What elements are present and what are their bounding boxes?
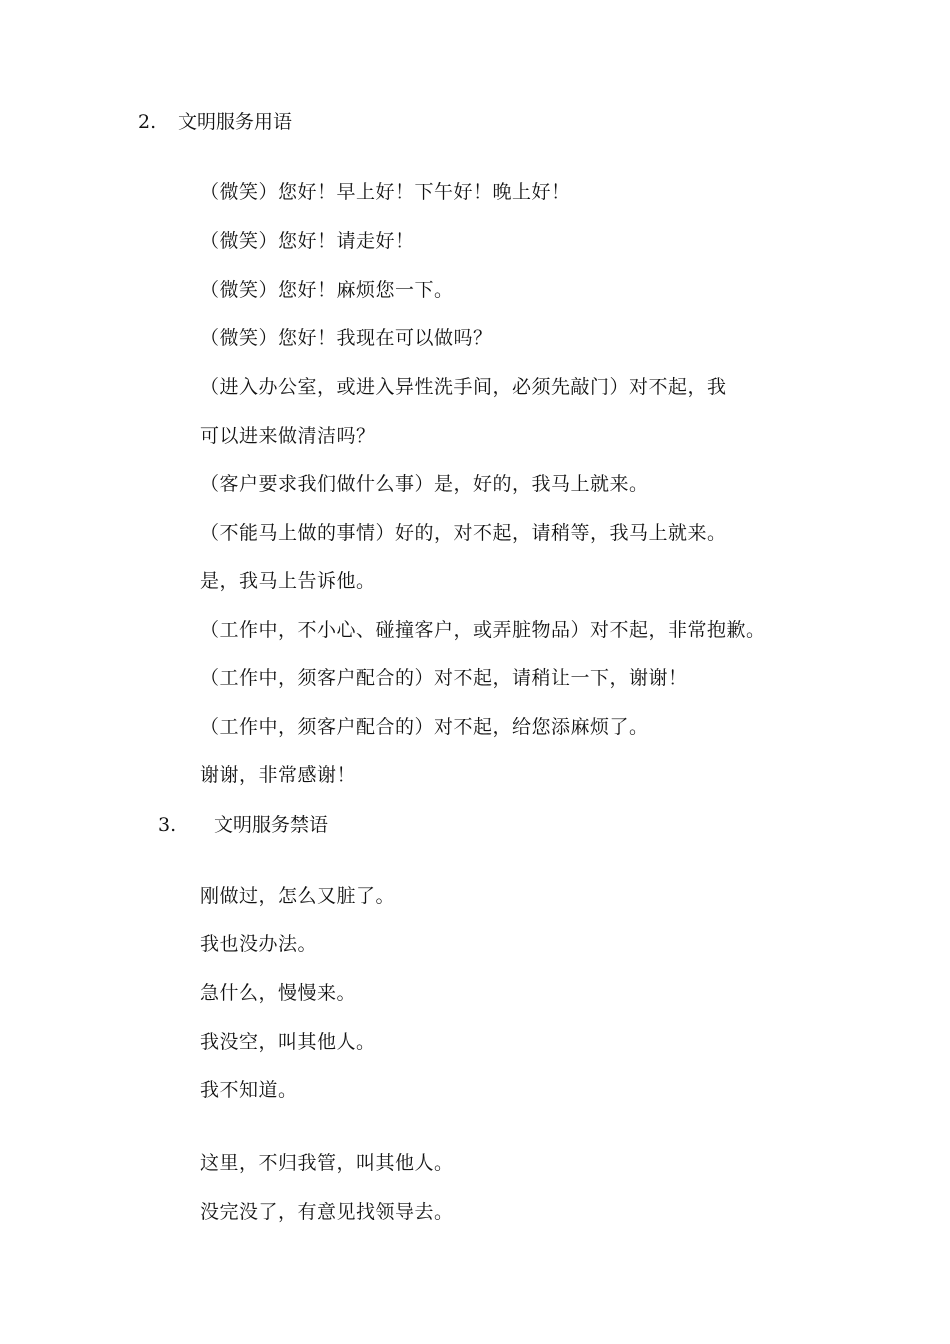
section-3-heading (158, 813, 328, 837)
phrase-line: （微笑）您好！麻烦您一下。 (200, 279, 454, 301)
phrase-line: （微笑）您好！请走好！ (200, 230, 415, 252)
phrase-line: （工作中，不小心、碰撞客户，或弄脏物品）对不起，非常抱歉。 (200, 619, 766, 641)
phrase-line: （工作中，须客户配合的）对不起，请稍让一下，谢谢！ (200, 667, 688, 689)
phrase-line: 谢谢，非常感谢！ (200, 764, 357, 786)
forbidden-phrase-line: 我不知道。 (200, 1079, 298, 1101)
section-2-title: 文明服务用语 (178, 111, 293, 133)
section-3-title: 文明服务禁语 (214, 814, 329, 836)
phrase-line: （不能马上做的事情）好的，对不起，请稍等，我马上就来。 (200, 522, 727, 544)
phrase-line: （客户要求我们做什么事）是，好的，我马上就来。 (200, 473, 649, 495)
forbidden-phrase-line: 我也没办法。 (200, 933, 318, 955)
phrase-line: 可以进来做清洁吗？ (200, 425, 376, 447)
phrase-line: （工作中，须客户配合的）对不起，给您添麻烦了。 (200, 716, 649, 738)
section-2-heading (138, 110, 292, 134)
forbidden-phrase-line: 急什么，慢慢来。 (200, 982, 357, 1004)
section-2-number: 2. (138, 111, 157, 133)
forbidden-phrase-line: 刚做过，怎么又脏了。 (200, 885, 396, 907)
phrase-line: 是，我马上告诉他。 (200, 570, 376, 592)
phrase-line: （微笑）您好！我现在可以做吗？ (200, 327, 493, 349)
forbidden-phrase-line: 我没空，叫其他人。 (200, 1031, 376, 1053)
forbidden-phrase-line: 这里，不归我管，叫其他人。 (200, 1152, 454, 1174)
phrase-line: （进入办公室，或进入异性洗手间，必须先敲门）对不起，我 (200, 376, 727, 398)
forbidden-phrase-line: 没完没了，有意见找领导去。 (200, 1201, 454, 1223)
phrase-line: （微笑）您好！早上好！下午好！晚上好！ (200, 181, 571, 203)
section-3-number: 3. (158, 814, 177, 836)
